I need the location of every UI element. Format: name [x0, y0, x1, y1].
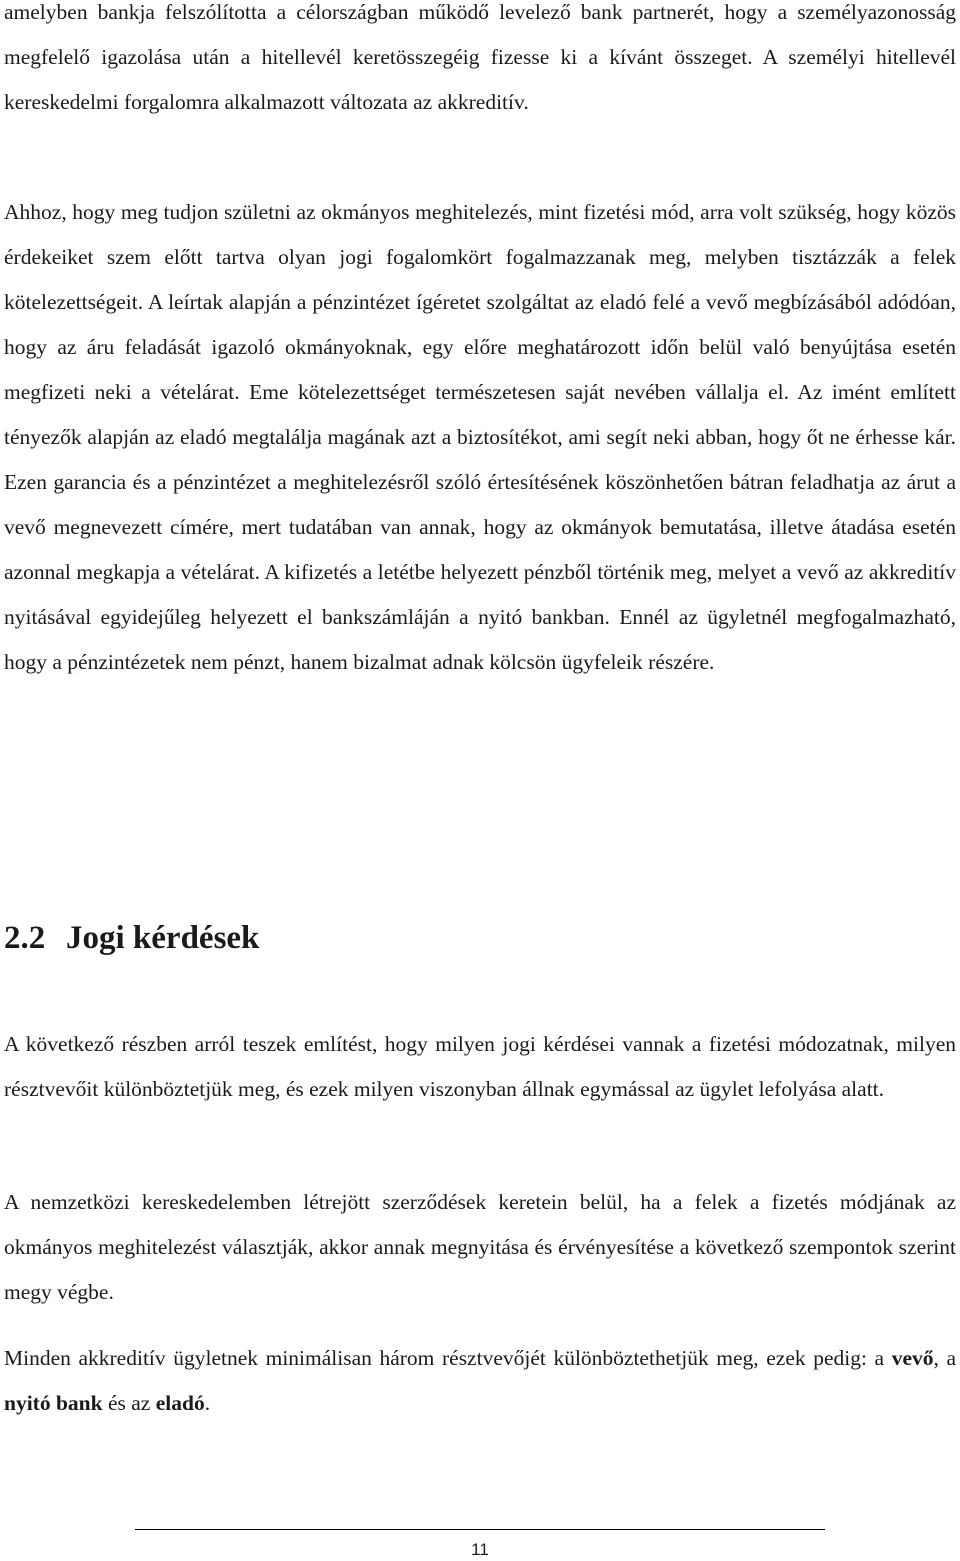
participant-opening-bank: nyitó bank — [4, 1391, 103, 1415]
participants-text-1: Minden akkreditív ügyletnek minimálisan három résztvevőjét különböztethetjük meg, ezek pedig: a — [4, 1346, 892, 1370]
paragraph-international-trade-contracts: A nemzetközi kereskedelemben létrejött szerződések keretein belül, ha a felek a fizetés módjának az okmányos meghitelezést választják, akkor annak megnyitása és érvényesítése a következő szempontok szerint megy végbe. — [4, 1190, 956, 1304]
paragraph-participants — [4, 1336, 956, 1426]
paragraph-intro-continuation: amelyben bankja felszólította a célországban működő levelező bank partnerét, hogy a személyazonosság megfelelő igazolása után a hitellevél keretösszegéig fizesse ki a kívánt összeget. A személyi hitellevél kereskedelmi forgalomra alkalmazott változata az akkreditív. — [4, 0, 956, 114]
page-number: 11 — [471, 1540, 489, 1559]
participant-buyer: vevő — [891, 1346, 934, 1370]
paragraph-documentary-credit-explanation: Ahhoz, hogy meg tudjon születni az okmányos meghitelezés, mint fizetési mód, arra volt szükség, hogy közös érdekeiket szem előtt tartva olyan jogi fogalomkört fogalmazzanak meg, melyben tisztázzák a felek kötelezettségeit. A leírtak alapján a pénzintézet ígéretet szolgáltat az eladó felé a vevő megbízásából adódóan, hogy az áru feladását igazoló okmányoknak, egy előre meghatározott időn belül való benyújtása esetén megfizeti neki a vételárat. Eme kötelezettséget természetesen saját nevében vállalja el. Az imént említett tényezők alapján az eladó megtalálja magának azt a biztosítékot, ami segít neki abban, hogy őt ne érhesse kár. Ezen garancia és a pénzintézet a meghitelezésről szóló értesítésének köszönhetően bátran feladhatja az árut a vevő megnevezett címére, mert tudatában van annak, hogy az okmányok bemutatása, illetve átadása esetén azonnal megkapja a vételárat. A kifizetés a letétbe helyezett pénzből történik meg, melyet a vevő az akkreditív nyitásával egyidejűleg helyezett el bankszámláján a nyitó bankban. Ennél az ügyletnél megfogalmazható, hogy a pénzintézetek nem pénzt, hanem bizalmat adnak kölcsön ügyfeleik részére. — [4, 200, 956, 674]
participants-text-3: és az — [102, 1391, 156, 1415]
participant-seller: eladó — [155, 1391, 205, 1415]
participants-text-2: , a — [933, 1346, 956, 1370]
section-title: Jogi kérdések — [66, 920, 260, 956]
footer-divider — [135, 1529, 825, 1530]
paragraph-legal-questions-intro: A következő részben arról teszek említést, hogy milyen jogi kérdései vannak a fizetési módozatnak, milyen résztvevőit különböztetjük meg, és ezek milyen viszonyban állnak egymással az ügylet lefolyása alatt. — [4, 1032, 956, 1101]
section-number: 2.2 — [4, 920, 46, 956]
participants-text-4: . — [204, 1391, 211, 1415]
section-heading — [4, 914, 259, 962]
